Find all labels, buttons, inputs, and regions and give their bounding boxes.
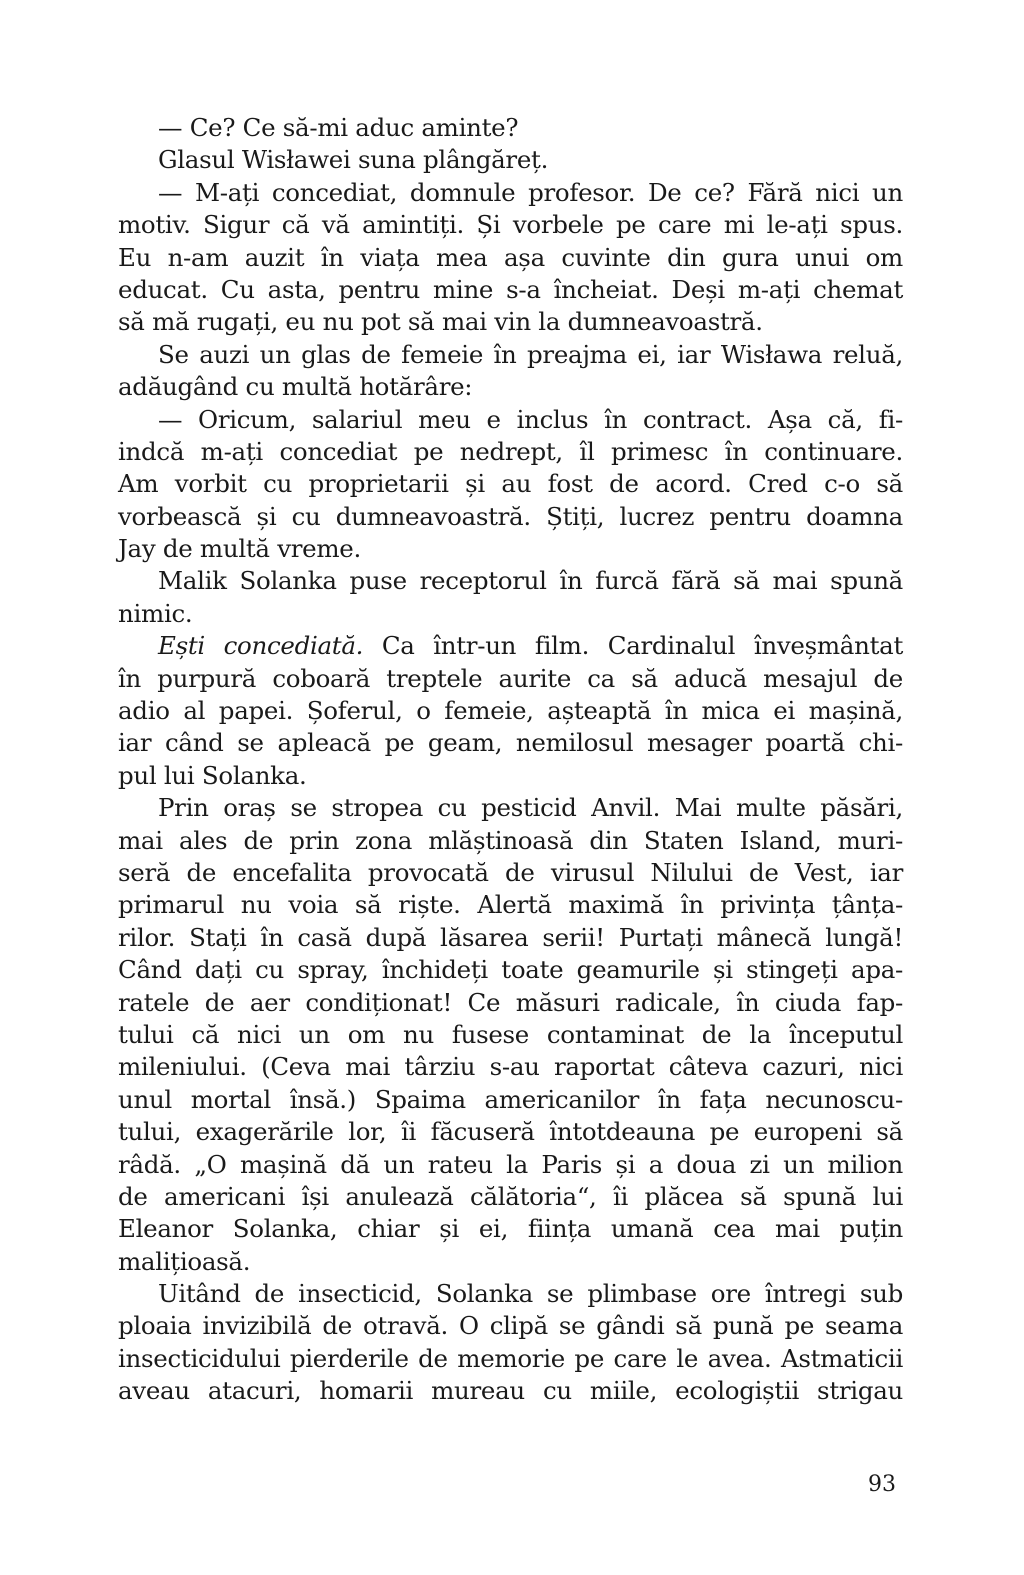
line-text: mai ales de prin zona mlăștinoasă din Staten Island, muri- <box>118 825 903 855</box>
text-line <box>118 1375 903 1407</box>
line-text: râdă. „O mașină dă un rateu la Paris și a doua zi un milion <box>118 1149 903 1179</box>
line-text: primarul nu voia să riște. Alertă maximă în privința țânța- <box>118 890 903 920</box>
line-text: unul mortal însă.) Spaima americanilor în fața necunoscu- <box>118 1084 903 1114</box>
text-line <box>118 825 903 857</box>
line-text: Prin oraș se stropea cu pesticid Anvil. Mai multe păsări, <box>158 793 903 823</box>
text-line <box>118 1310 903 1342</box>
text-line <box>118 663 903 695</box>
line-text: vorbească și cu dumneavoastră. Știți, lucrez pentru doamna <box>118 501 903 531</box>
text-line <box>118 209 903 241</box>
text-line <box>118 598 903 630</box>
line-text: aveau atacuri, homarii mureau cu miile, ecologiștii strigau <box>118 1376 903 1406</box>
text-line <box>118 112 903 144</box>
line-text: Uitând de insecticid, Solanka se plimbase ore întregi sub <box>158 1279 903 1309</box>
line-text: — Oricum, salariul meu e inclus în contract. Așa că, fi- <box>158 404 903 434</box>
line-text: în purpură coboară treptele aurite ca să aducă mesajul de <box>118 663 903 693</box>
line-text: insecticidului pierderile de memorie pe care le avea. Astmaticii <box>118 1343 903 1373</box>
text-line <box>118 1149 903 1181</box>
text-line <box>118 954 903 986</box>
page-number: 93 <box>868 1472 896 1497</box>
line-text: adio al papei. Șoferul, o femeie, așteaptă în mica ei mașină, <box>118 696 903 726</box>
text-line <box>118 501 903 533</box>
line-text: să mă rugați, eu nu pot să mai vin la dumneavoastră. <box>118 307 763 337</box>
line-text: ratele de aer condiționat! Ce măsuri radicale, în ciuda fap- <box>118 987 903 1017</box>
line-text: Glasul Wisławei suna plângăreț. <box>158 145 549 175</box>
text-line <box>118 1343 903 1375</box>
text-line <box>118 565 903 597</box>
line-text: tului că nici un om nu fusese contaminat de la începutul <box>118 1019 903 1049</box>
line-text: de americani își anulează călătoria“, îi plăcea să spună lui <box>118 1181 903 1211</box>
line-text: — M-ați concediat, domnule profesor. De ce? Fără nici un <box>158 177 903 207</box>
text-line <box>118 1181 903 1213</box>
text-line <box>118 306 903 338</box>
line-text: pul lui Solanka. <box>118 760 307 790</box>
line-text: Ca într-un film. Cardinalul înveșmântat <box>381 631 903 661</box>
text-line <box>118 922 903 954</box>
line-text: rilor. Stați în casă după lăsarea serii! Purtați mânecă lungă! <box>118 922 903 952</box>
line-text: motiv. Sigur că vă amintiți. Și vorbele pe care mi le-ați spus. <box>118 210 903 240</box>
text-line <box>118 371 903 403</box>
text-line <box>118 1019 903 1051</box>
text-line <box>118 630 903 662</box>
text-line <box>118 1246 903 1278</box>
text-line <box>118 404 903 436</box>
text-line <box>118 857 903 889</box>
text-line <box>118 1213 903 1245</box>
line-text: — Ce? Ce să-mi aduc aminte? <box>158 113 519 142</box>
line-text: Am vorbit cu proprietarii și au fost de acord. Cred c-o să <box>118 469 903 499</box>
line-text: malițioasă. <box>118 1246 251 1276</box>
line-text: ploaia invizibilă de otravă. O clipă se gândi să pună pe seama <box>118 1311 903 1341</box>
text-line <box>118 144 903 176</box>
text-line <box>118 533 903 565</box>
line-text: educat. Cu asta, pentru mine s-a încheiat. Deși m-ați chemat <box>118 274 903 304</box>
line-text: Malik Solanka puse receptorul în furcă fără să mai spună <box>158 566 903 596</box>
text-line <box>118 695 903 727</box>
line-text: Eu n-am auzit în viața mea așa cuvinte din gura unui om <box>118 242 903 272</box>
line-text: Se auzi un glas de femeie în preajma ei, iar Wisława reluă, <box>158 339 903 369</box>
italic-phrase: Ești concediată. <box>158 631 364 661</box>
line-text: Eleanor Solanka, chiar și ei, ființa umană cea mai puțin <box>118 1214 903 1244</box>
text-line <box>118 242 903 274</box>
line-text: adăugând cu multă hotărâre: <box>118 372 473 402</box>
line-text: nimic. <box>118 598 193 628</box>
line-text: Jay de multă vreme. <box>118 534 361 564</box>
book-page-text <box>118 112 903 1408</box>
text-line <box>118 792 903 824</box>
line-text: indcă m-ați concediat pe nedrept, îl primesc în continuare. <box>118 436 903 466</box>
line-text: tului, exagerările lor, îi făcuseră întotdeauna pe europeni să <box>118 1117 903 1147</box>
text-line <box>118 1051 903 1083</box>
line-text: Când dați cu spray, închideți toate geamurile și stingeți apa- <box>118 955 903 985</box>
text-line <box>118 177 903 209</box>
text-line <box>118 436 903 468</box>
text-line <box>118 274 903 306</box>
line-text: seră de encefalita provocată de virusul Nilului de Vest, iar <box>118 857 903 887</box>
text-line <box>118 727 903 759</box>
text-line <box>118 1116 903 1148</box>
line-text: iar când se apleacă pe geam, nemilosul mesager poartă chi- <box>118 728 903 758</box>
text-line <box>118 760 903 792</box>
text-line <box>118 889 903 921</box>
text-line <box>118 468 903 500</box>
text-line <box>118 1084 903 1116</box>
text-line <box>118 987 903 1019</box>
line-text: mileniului. (Ceva mai târziu s-au raportat câteva cazuri, nici <box>118 1052 903 1082</box>
text-line <box>118 1278 903 1310</box>
text-line <box>118 339 903 371</box>
